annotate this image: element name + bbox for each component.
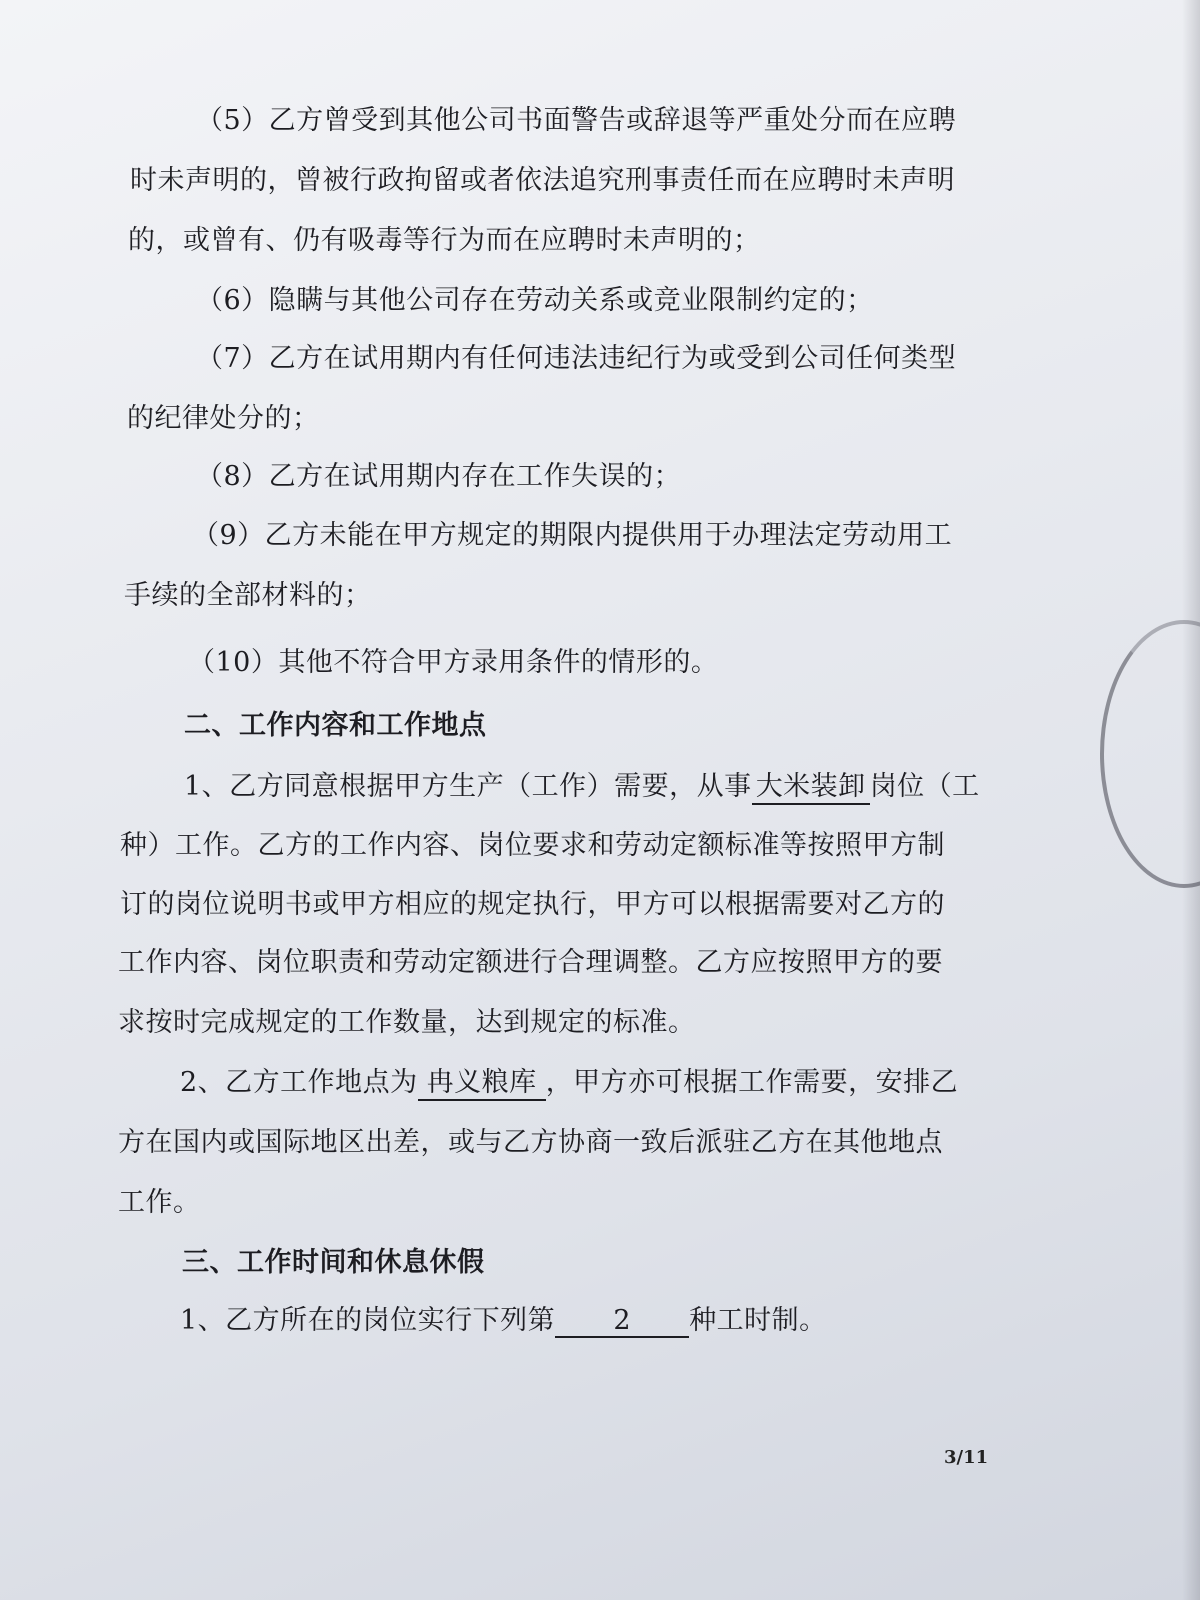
section-2-item-2-line-2: 方在国内或国际地区出差，或与乙方协商一致后派驻乙方在其他地点	[118, 1127, 943, 1158]
clause-10: （10）其他不符合甲方录用条件的情形的。	[188, 647, 719, 678]
line-text-after: ，甲方亦可根据工作需要，安排乙	[545, 1067, 959, 1098]
section-2-item-1-line-1	[184, 764, 980, 805]
line-text-before: 2、乙方工作地点为	[180, 1067, 418, 1098]
clause-5-line-3: 的，或曾有、仍有吸毒等行为而在应聘时未声明的；	[128, 225, 761, 256]
section-2-item-1-line-3: 订的岗位说明书或甲方相应的规定执行，甲方可以根据需要对乙方的	[120, 889, 945, 920]
post-fill-field: 大米装卸	[752, 764, 870, 805]
section-heading-3: 三、工作时间和休息休假	[182, 1247, 485, 1278]
clause-5-line-1: （5）乙方曾受到其他公司书面警告或辞退等严重处分而在应聘	[196, 105, 957, 136]
section-2-item-2-line-3: 工作。	[118, 1187, 201, 1218]
section-heading-2: 二、工作内容和工作地点	[184, 710, 487, 741]
section-2-item-1-line-2: 种）工作。乙方的工作内容、岗位要求和劳动定额标准等按照甲方制	[120, 830, 945, 861]
line-text-before: 1、乙方同意根据甲方生产（工作）需要，从事	[184, 771, 752, 802]
clause-6: （6）隐瞒与其他公司存在劳动关系或竞业限制约定的；	[196, 285, 874, 316]
line-text-before: 1、乙方所在的岗位实行下列第	[180, 1305, 556, 1336]
line-text-after: 种工时制。	[689, 1305, 827, 1336]
section-2-item-2-line-1	[180, 1060, 958, 1101]
section-2-item-1-line-4: 工作内容、岗位职责和劳动定额进行合理调整。乙方应按照甲方的要	[118, 947, 943, 978]
clause-8: （8）乙方在试用期内存在工作失误的；	[196, 461, 682, 492]
work-hours-fill-field: 2	[555, 1305, 689, 1338]
clause-7-line-2: 的纪律处分的；	[127, 403, 320, 434]
clause-9-line-2: 手续的全部材料的；	[124, 580, 372, 611]
official-seal-stamp	[1100, 620, 1200, 888]
clause-5-line-2: 时未声明的，曾被行政拘留或者依法追究刑事责任而在应聘时未声明	[130, 165, 955, 196]
location-fill-field: 冉义粮库	[418, 1060, 546, 1101]
page-number: 3/11	[944, 1447, 989, 1468]
section-2-item-1-line-5: 求按时完成规定的工作数量，达到规定的标准。	[118, 1007, 696, 1038]
clause-7-line-1: （7）乙方在试用期内有任何违法违纪行为或受到公司任何类型	[196, 343, 957, 374]
line-text-after: 岗位（工	[869, 771, 980, 802]
clause-9-line-1: （9）乙方未能在甲方规定的期限内提供用于办理法定劳动用工	[192, 520, 953, 551]
section-3-item-1	[180, 1298, 827, 1338]
